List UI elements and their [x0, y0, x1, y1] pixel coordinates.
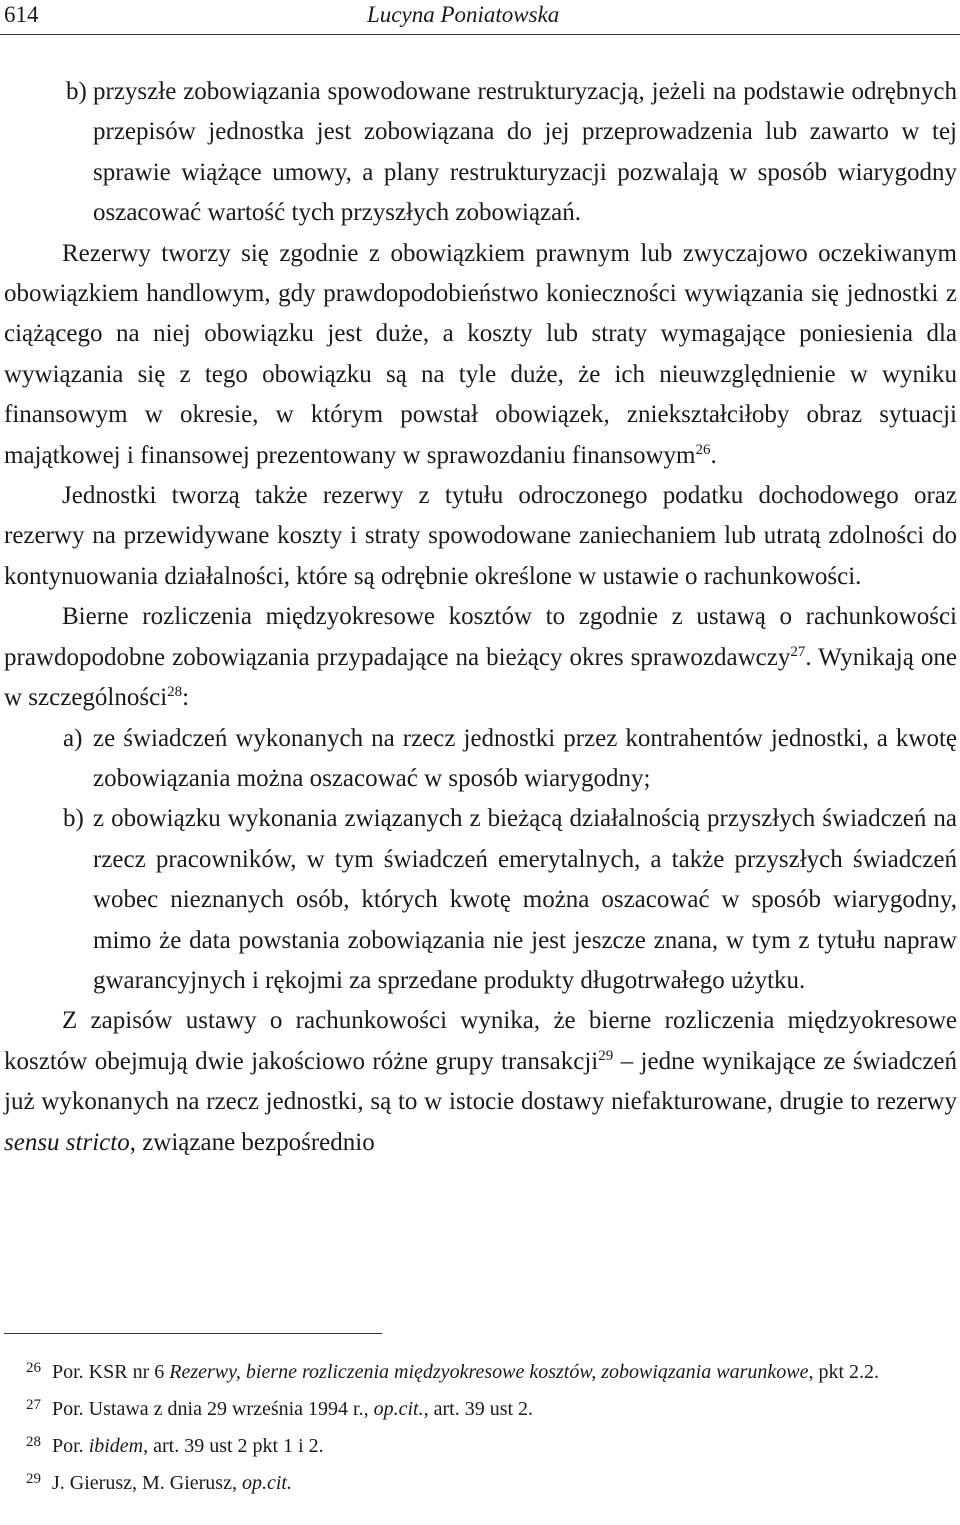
paragraph-provisions — [4, 234, 957, 476]
footnote-citation: op.cit. — [241, 1472, 292, 1494]
footnote-ref-28[interactable]: 28 — [167, 684, 183, 701]
running-head-author: Lucyna Poniatowska — [367, 2, 560, 27]
footnote-text: , pkt 2.2. — [808, 1361, 880, 1383]
page-number: 614 — [4, 2, 39, 27]
footnotes — [4, 1357, 957, 1505]
paragraph-accruals — [4, 597, 957, 718]
paragraph-text: . Wynikają one w szczególności — [4, 643, 957, 712]
list-item-text: z obowiązku wykonania związanych z bieżącą działalnością przyszłych świadczeń na rzecz pracowników, w tym świadczeń emerytalnych, a także przyszłych świadczeń wobec nieznanych osób, których kwotę można oszacować w sposób wiarygodny, mimo że data powstania zobowiązania nie jest jeszcze znana, w tym z tytułu napraw gwarancyjnych i rękojmi za sprzedane produkty długotrwałego użytku. — [93, 805, 957, 994]
footnote-28: 28 Por. ibidem, art. 39 ust 2 pkt 1 i 2. — [26, 1434, 324, 1457]
footnote-separator — [4, 1333, 382, 1334]
list-item-b-restructuring — [4, 72, 957, 234]
footnote-ref-26[interactable]: 26 — [695, 441, 711, 458]
list-label: b) — [63, 805, 84, 833]
footnote-text: J. Gierusz, M. Gierusz, — [52, 1472, 242, 1494]
paragraph-text: Rezerwy tworzy się zgodnie z obowiązkiem prawnym lub zwyczajowo oczekiwanym obowiązkiem handlowym, gdy prawdopodobieństwo konieczności wywiązania się jednostki z ciążącego na niej obowiązku jest duże, a koszty lub straty wymagające poniesienia dla wywiązania się z tego obowiązku są na tyle duże, że ich nieuwzględnienie w wyniku finansowym w okresie, w którym powstał obowiązek, zniekształciłoby obraz sytuacji majątkowej i finansowej prezentowany w sprawozdaniu finansowym — [4, 239, 957, 469]
paragraph-conclusion — [4, 1001, 957, 1163]
paragraph-deferred-tax — [4, 476, 957, 597]
punctuation: : — [182, 684, 190, 712]
footnote-citation: op.cit. — [373, 1398, 424, 1420]
list-label: b) — [66, 78, 87, 105]
footnote-citation: ibidem — [88, 1435, 144, 1457]
page-header — [0, 0, 960, 40]
footnote-ref-29[interactable]: 29 — [598, 1047, 614, 1064]
list-item-text: przyszłe zobowiązania spowodowane restrukturyzacją, jeżeli na podstawie odrębnych przepisów jednostka jest zobowiązana do jej przeprowadzenia lub zawarto w tej sprawie wiążące umowy, a plany restrukturyzacji pozwalają w sposób wiarygodny oszacować wartość tych przyszłych zobowiązań. — [93, 78, 957, 227]
list-item-a — [4, 719, 957, 800]
list-label: a) — [63, 724, 83, 752]
footnote-29: 29 J. Gierusz, M. Gierusz, op.cit. — [26, 1471, 292, 1494]
footnote-27: 27 Por. Ustawa z dnia 29 września 1994 r., op.cit., art. 39 ust 2. — [26, 1397, 534, 1420]
footnote-text: Por. KSR nr 6 — [52, 1361, 170, 1383]
punctuation: . — [710, 441, 717, 469]
footnote-26: 26 Por. KSR nr 6 Rezerwy, bierne rozliczenia międzyokresowe kosztów, zobowiązania warunkowe, pkt 2.2. — [26, 1360, 880, 1383]
footnote-text: , art. 39 ust 2 pkt 1 i 2. — [143, 1435, 324, 1457]
paragraph-text: Bierne rozliczenia międzyokresowe kosztów to zgodnie z ustawą o rachunkowości prawdopodobne zobowiązania przypadające na bieżący okres sprawozdawczy — [4, 603, 957, 671]
footnote-ref-27[interactable]: 27 — [790, 643, 806, 660]
italic-term: sensu stricto — [4, 1128, 130, 1156]
list-item-text: ze świadczeń wykonanych na rzecz jednostki przez kontrahentów jednostki, a kwotę zobowiązania można oszacować w sposób wiarygodny; — [93, 724, 957, 792]
footnote-text: , art. 39 ust 2. — [423, 1398, 534, 1420]
header-rule — [0, 34, 960, 35]
paragraph-text: Jednostki tworzą także rezerwy z tytułu odroczonego podatku dochodowego oraz rezerwy na przewidywane koszty i straty spowodowane zaniechaniem lub utratą zdolności do kontynuowania działalności, które są odrębnie określone w ustawie o rachunkowości. — [4, 482, 957, 590]
paragraph-text: – jedne wynikające ze świadczeń już wykonanych na rzecz jednostki, są to w istocie dostawy niefakturowane, drugie to rezerwy — [4, 1047, 957, 1116]
list-item-b — [4, 799, 957, 1001]
main-text — [4, 72, 957, 1163]
paragraph-text: Z zapisów ustawy o rachunkowości wynika, że bierne rozliczenia międzyokresowe kosztów obejmują dwie jakościowo różne grupy transakcji — [4, 1007, 957, 1075]
paragraph-text: , związane bezpośrednio — [129, 1128, 375, 1156]
footnote-text: Por. — [52, 1435, 89, 1457]
footnote-title: Rezerwy, bierne rozliczenia międzyokresowe kosztów, zobowiązania warunkowe — [169, 1361, 809, 1383]
footnote-text: Por. Ustawa z dnia 29 września 1994 r., — [52, 1398, 374, 1420]
